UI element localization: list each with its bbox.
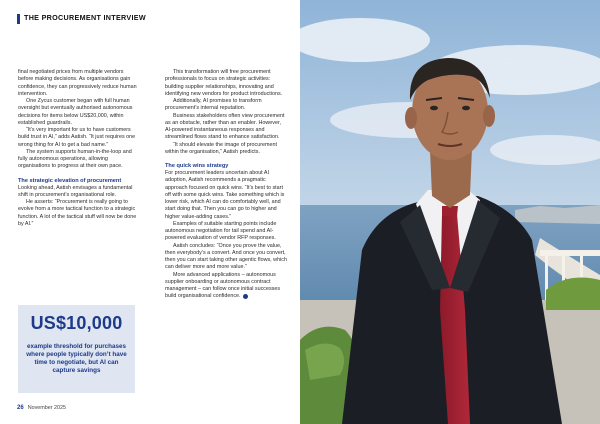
- paragraph: “It should elevate the image of procurement within the organisation,” Aatish predicts.: [165, 141, 277, 155]
- subheading-quick-wins: The quick wins strategy: [165, 163, 229, 169]
- page-number: 26: [17, 405, 24, 411]
- paragraph: For procurement leaders uncertain about AI adoption, Aatish recommends a pragmatic approach focused on quick wins. “It’s best to start off with some quick wins. Take something which is lower risk, which AI can do comfortably well, and start doing that. Then you can go to higher and higher value-adding cases.”: [165, 170, 285, 220]
- portrait-illustration: [300, 0, 600, 424]
- callout-figure: US$10,000: [30, 313, 123, 333]
- portrait-photo: [300, 0, 600, 424]
- paragraph: Business stakeholders often view procurement as an obstacle, rather than an enabler. However, AI-powered instantaneous responses and streamlined flows stand to enhance satisfaction.: [165, 112, 285, 141]
- callout-text: example threshold for purchases where people typically don’t have time to negotiate, but AI can capture savings: [26, 343, 127, 374]
- paragraph: This transformation will free procurement professionals to focus on strategic activities: building supplier relationships, innovating and identifying new vendors for product introductions.: [165, 69, 283, 97]
- paragraph: Aatish concludes: “Once you prove the value, then everybody’s a convert. And once you convert, then you can start taking other agentic flows, which can deliver more and more value.”: [165, 242, 287, 271]
- end-mark-icon: [243, 294, 248, 299]
- paragraph: Looking ahead, Aatish envisages a fundamental shift in procurement’s organisational role.: [18, 184, 133, 198]
- paragraph: The system supports human-in-the-loop and fully autonomous operations, allowing organisations to progress at their own pace.: [18, 148, 132, 170]
- paragraph: “It’s very important for us to have customers build trust in AI,” adds Aatish. “It just requires one wrong thing for AI to get a bad name.”: [18, 127, 136, 148]
- paragraph: final negotiated prices from multiple vendors before making decisions. As organisations gain confidence, they can progressively reduce human intervention.: [18, 69, 137, 97]
- subheading-strategic-elevation: The strategic elevation of procurement: [18, 177, 122, 184]
- paragraph: Examples of suitable starting points include autonomous negotiation for tail spend and AI-powered evaluation of vendor RFP responses.: [165, 220, 277, 242]
- issue-date: November 2025: [27, 405, 67, 411]
- pull-quote-box: [18, 305, 135, 393]
- paragraph: Additionally, AI promises to transform procurement’s internal reputation.: [165, 98, 262, 112]
- page-footer: [17, 405, 66, 411]
- paragraph-final: [165, 272, 289, 301]
- header-accent-bar: [17, 14, 20, 24]
- text-column-right: [165, 69, 289, 301]
- paragraph: One Zycus customer began with full human oversight but eventually authorised autonomous decisions for items below US$20,000, within established guardrails.: [18, 98, 133, 126]
- section-header: THE PROCUREMENT INTERVIEW: [24, 13, 146, 22]
- paragraph: He asserts: “Procurement is really going to evolve from a more tactical function to a strategic function. A lot of the tactical stuff will now be done by AI.”: [18, 199, 137, 227]
- text-column-left: [18, 69, 140, 228]
- paragraph-final-text: More advanced applications – autonomous supplier onboarding or autonomous contract management – can follow once initial successes build organisational confidence.: [165, 271, 281, 300]
